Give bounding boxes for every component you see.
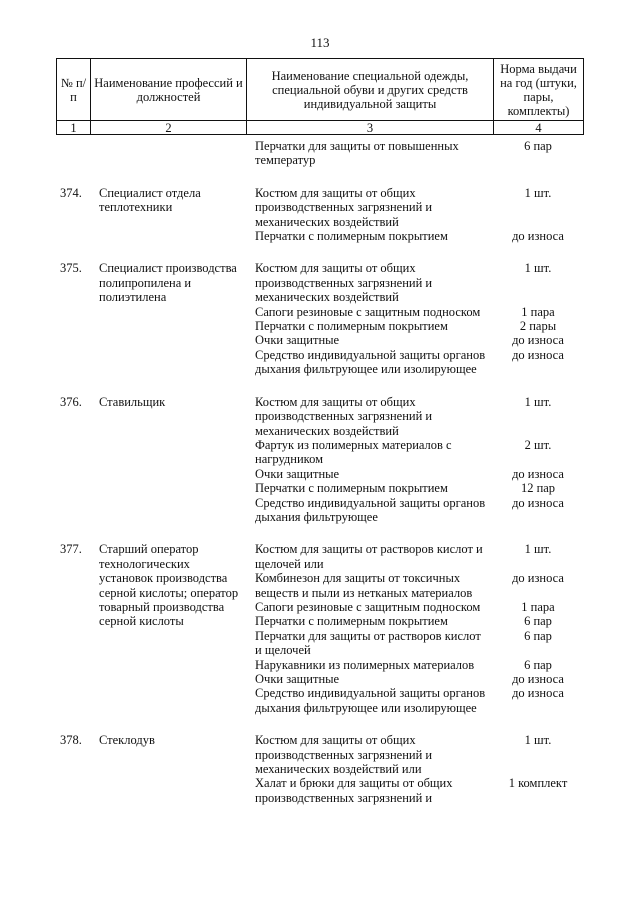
row-number: 375. bbox=[60, 261, 82, 276]
item-norm: до износа bbox=[512, 571, 564, 586]
list-item bbox=[246, 348, 583, 377]
item-norm: 12 пар bbox=[520, 481, 556, 496]
item-norm: 1 шт. bbox=[524, 733, 552, 748]
header-colnum-3: 3 bbox=[247, 121, 494, 135]
item-name: Перчатки с полимерным покрытием bbox=[255, 481, 448, 496]
header-profession: Наименование профессий и должностей bbox=[91, 59, 247, 121]
header-number: № п/п bbox=[57, 59, 91, 121]
header-colnum-1: 1 bbox=[57, 121, 91, 135]
item-norm: до износа bbox=[512, 686, 564, 701]
table-body bbox=[56, 139, 583, 805]
table-row bbox=[56, 542, 583, 715]
list-item bbox=[246, 600, 583, 614]
item-norm: до износа bbox=[512, 495, 564, 510]
table-row bbox=[56, 261, 583, 376]
item-norm: 1 пара bbox=[521, 304, 555, 319]
page-number: 113 bbox=[310, 35, 330, 50]
table-row bbox=[56, 733, 583, 805]
item-name: Костюм для защиты от общих производственных загрязнений и механических воздействий bbox=[255, 185, 433, 229]
item-norm: 6 пар bbox=[524, 139, 552, 153]
header-norm: Норма выдачи на год (штуки, пары, комплекты) bbox=[494, 59, 584, 121]
row-number: 377. bbox=[60, 542, 82, 557]
item-name: Костюм для защиты от общих производственных загрязнений и механических воздействий bbox=[255, 394, 433, 438]
header-equipment: Наименование специальной одежды, специальной обуви и других средств индивидуальной защиты bbox=[247, 59, 494, 121]
list-item bbox=[246, 658, 583, 672]
row-profession: Старший оператор технологических установок производства серной кислоты; оператор товарный производства серной кислоты bbox=[99, 542, 239, 629]
item-name: Средство индивидуальной защиты органов дыхания фильтрующее или изолирующее bbox=[255, 686, 486, 715]
item-name: Перчатки с полимерным покрытием bbox=[255, 614, 448, 629]
item-name: Фартук из полимерных материалов с нагрудником bbox=[255, 437, 452, 467]
list-item bbox=[246, 672, 583, 686]
list-item bbox=[246, 467, 583, 481]
row-profession: Стеклодув bbox=[99, 733, 155, 748]
item-name: Очки защитные bbox=[255, 333, 340, 348]
list-item bbox=[246, 629, 583, 658]
list-item bbox=[246, 481, 583, 495]
item-norm: 6 пар bbox=[524, 628, 552, 643]
list-item bbox=[246, 733, 583, 776]
continuation-entry bbox=[56, 139, 583, 168]
item-name: Сапоги резиновые с защитным подноском bbox=[255, 304, 481, 319]
item-norm: 2 шт. bbox=[524, 437, 552, 452]
item-name: Халат и брюки для защиты от общих производственных загрязнений и bbox=[255, 776, 453, 805]
table-row bbox=[56, 395, 583, 525]
list-item bbox=[246, 395, 583, 438]
row-number: 378. bbox=[60, 733, 82, 748]
item-name: Комбинезон для защиты от токсичных веществ и пыли из нетканых материалов bbox=[255, 571, 473, 600]
list-item bbox=[246, 614, 583, 628]
item-norm: до износа bbox=[512, 333, 564, 348]
row-profession: Специалист производства полипропилена и полиэтилена bbox=[99, 261, 237, 305]
item-norm: 1 шт. bbox=[524, 394, 552, 409]
item-norm: 2 пары bbox=[519, 319, 557, 334]
list-item bbox=[246, 319, 583, 333]
item-name: Средство индивидуальной защиты органов дыхания фильтрующее или изолирующее bbox=[255, 347, 486, 377]
list-item bbox=[246, 776, 583, 805]
item-name: Перчатки с полимерным покрытием bbox=[255, 319, 448, 334]
item-norm: до износа bbox=[512, 347, 564, 362]
item-name: Перчатки для защиты от повышенных температур bbox=[255, 139, 459, 168]
list-item bbox=[246, 333, 583, 347]
header-colnum-2: 2 bbox=[91, 121, 247, 135]
list-item bbox=[246, 542, 583, 571]
item-name: Сапоги резиновые с защитным подноском bbox=[255, 599, 481, 614]
row-number: 374. bbox=[60, 185, 82, 200]
item-name: Костюм для защиты от растворов кислот и щелочей или bbox=[255, 542, 483, 571]
item-norm: 1 шт. bbox=[524, 185, 552, 200]
item-norm: до износа bbox=[512, 466, 564, 481]
table-header bbox=[56, 58, 584, 135]
row-number: 376. bbox=[60, 394, 82, 409]
list-item bbox=[246, 305, 583, 319]
item-norm: до износа bbox=[512, 229, 564, 244]
item-norm: 1 шт. bbox=[524, 261, 552, 276]
item-name: Перчатки для защиты от растворов кислот и щелочей bbox=[255, 628, 481, 658]
item-name: Очки защитные bbox=[255, 672, 340, 686]
list-item bbox=[246, 496, 583, 525]
item-name: Перчатки с полимерным покрытием bbox=[255, 229, 448, 244]
row-profession: Ставильщик bbox=[99, 394, 166, 409]
item-norm: 1 комплект bbox=[508, 776, 568, 791]
row-profession: Специалист отдела теплотехники bbox=[99, 185, 201, 215]
item-norm: до износа bbox=[512, 672, 564, 686]
header-colnum-4: 4 bbox=[494, 121, 584, 135]
item-name: Костюм для защиты от общих производственных загрязнений и механических воздействий bbox=[255, 261, 433, 305]
item-name: Средство индивидуальной защиты органов дыхания фильтрующее bbox=[255, 495, 486, 524]
item-name: Очки защитные bbox=[255, 466, 340, 481]
list-item bbox=[246, 686, 583, 715]
list-item bbox=[246, 139, 583, 168]
list-item bbox=[246, 571, 583, 600]
list-item bbox=[246, 229, 583, 243]
list-item bbox=[246, 438, 583, 467]
table-row bbox=[56, 186, 583, 244]
item-norm: 6 пар bbox=[524, 657, 552, 672]
item-name: Костюм для защиты от общих производственных загрязнений и механических воздействий или bbox=[255, 733, 433, 777]
list-item bbox=[246, 261, 583, 304]
item-name: Нарукавники из полимерных материалов bbox=[255, 657, 475, 672]
list-item bbox=[246, 186, 583, 229]
item-norm: 1 шт. bbox=[524, 542, 552, 557]
item-norm: 6 пар bbox=[524, 614, 552, 629]
item-norm: 1 пара bbox=[521, 599, 555, 614]
